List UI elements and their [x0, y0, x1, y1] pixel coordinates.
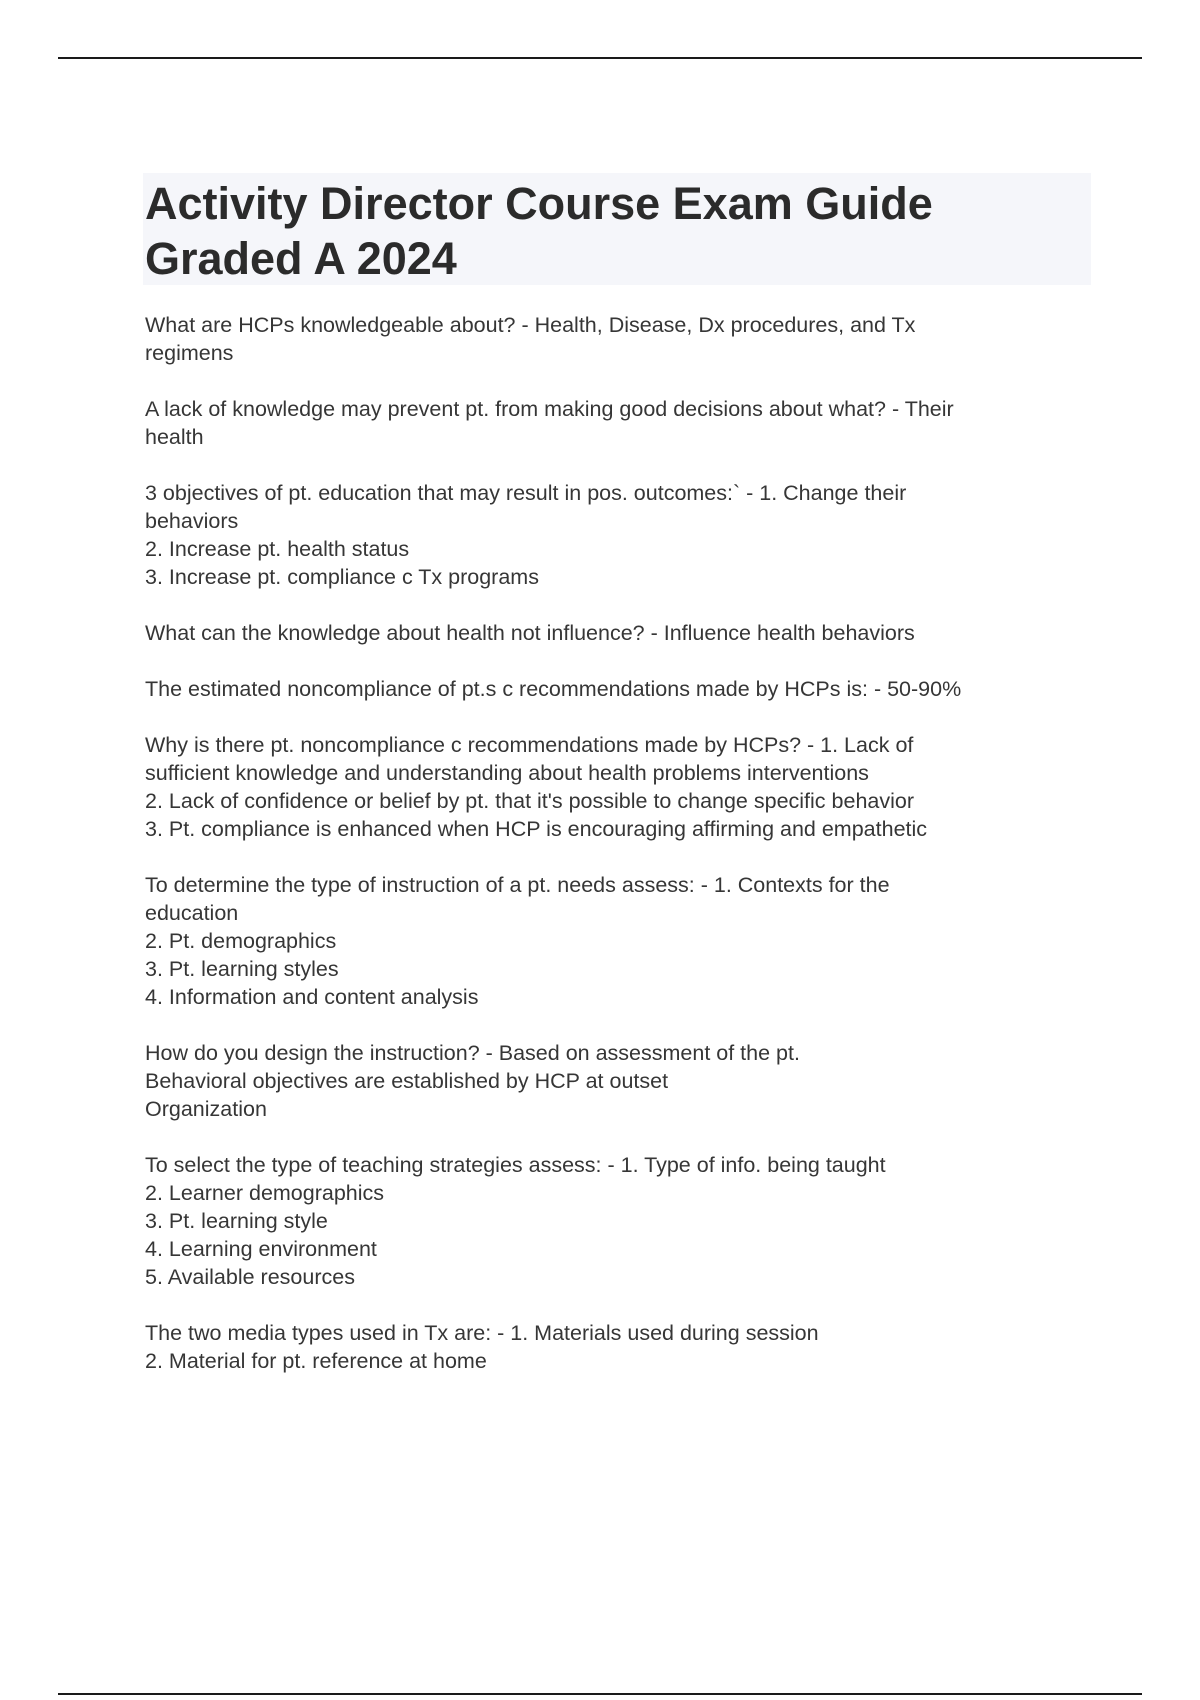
bottom-divider	[58, 1693, 1142, 1695]
qa-entry: The two media types used in Tx are: - 1. Materials used during session 2. Material for pt. reference at home	[145, 1321, 819, 1373]
qa-entry: Why is there pt. noncompliance c recommendations made by HCPs? - 1. Lack of sufficient knowledge and understanding about health problems interventions 2. Lack of confidence or belief by pt. that it's possible to change specific behavior 3. Pt. compliance is enhanced when HCP is encouraging affirming and empathetic	[145, 733, 928, 841]
title-banner	[143, 173, 1091, 285]
qa-list	[145, 311, 1085, 1375]
qa-entry: A lack of knowledge may prevent pt. from making good decisions about what? - Their health	[145, 397, 954, 449]
qa-entry: The estimated noncompliance of pt.s c recommendations made by HCPs is: - 50-90%	[145, 677, 962, 701]
qa-entry: To determine the type of instruction of a pt. needs assess: - 1. Contexts for the education 2. Pt. demographics 3. Pt. learning styles 4. Information and content analysis	[145, 873, 890, 1009]
top-divider	[58, 57, 1142, 59]
qa-entry: How do you design the instruction? - Based on assessment of the pt. Behavioral objectives are established by HCP at outset Organization	[145, 1041, 800, 1121]
qa-entry: To select the type of teaching strategies assess: - 1. Type of info. being taught 2. Learner demographics 3. Pt. learning style 4. Learning environment 5. Available resources	[145, 1153, 886, 1289]
qa-entry: What are HCPs knowledgeable about? - Health, Disease, Dx procedures, and Tx regimens	[145, 313, 916, 365]
qa-entry: What can the knowledge about health not influence? - Influence health behaviors	[145, 621, 915, 645]
document-title: Activity Director Course Exam Guide Graded A 2024	[145, 178, 933, 284]
qa-entry: 3 objectives of pt. education that may result in pos. outcomes:` - 1. Change their behaviors 2. Increase pt. health status 3. Increase pt. compliance c Tx programs	[145, 481, 907, 589]
